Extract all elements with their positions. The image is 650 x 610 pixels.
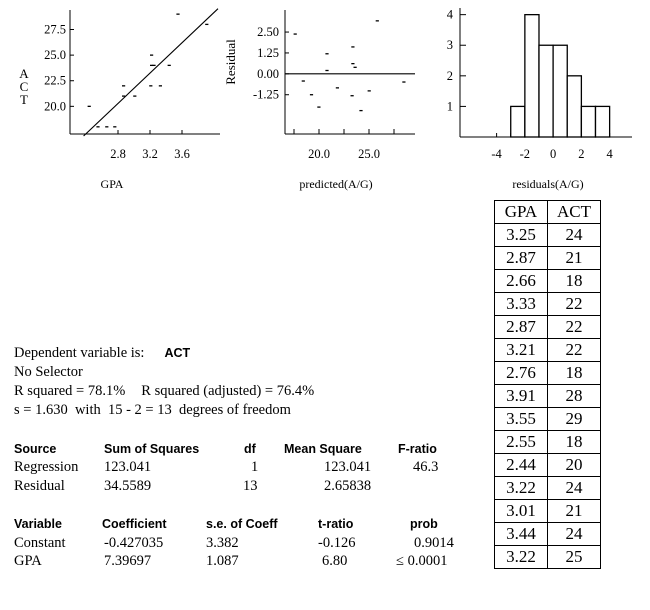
act-cell: 21 [548, 247, 601, 270]
act-cell: 18 [548, 270, 601, 293]
y-tick-label: 1 [446, 99, 453, 114]
x-tick-label: -4 [491, 147, 502, 161]
act-cell: 24 [548, 477, 601, 500]
act-cell: 24 [548, 523, 601, 546]
y-tick-label: 22.5 [44, 73, 66, 88]
histogram-bar [525, 15, 539, 137]
dependent-variable-line [14, 344, 314, 363]
table-header-act: ACT [548, 201, 601, 224]
table-row [495, 431, 601, 454]
r-squared-line [14, 382, 314, 401]
histogram-bar [596, 106, 610, 137]
anova-cell: 13 [243, 478, 258, 494]
coef-cell: -0.126 [318, 535, 356, 551]
std-error-line: s = 1.630 with 15 - 2 = 13 degrees of freedom [14, 402, 291, 418]
gpa-act-data-table [494, 200, 601, 569]
coef-cell: 3.382 [206, 535, 239, 551]
act-cell: 24 [548, 224, 601, 247]
coef-cell: 1.087 [206, 553, 239, 569]
y-tick-label: 25.0 [44, 48, 66, 63]
table-row [495, 385, 601, 408]
table-row [495, 247, 601, 270]
coef-header-se: s.e. of Coeff [206, 517, 278, 531]
anova-cell: 34.5589 [104, 478, 152, 494]
coef-header-t: t-ratio [318, 517, 354, 531]
table-row [495, 224, 601, 247]
anova-header-source: Source [14, 442, 57, 456]
gpa-cell: 2.76 [495, 362, 548, 385]
dependent-value: ACT [164, 346, 191, 360]
anova-header-f: F-ratio [398, 442, 437, 456]
coef-cell: ≤ 0.0001 [396, 553, 448, 569]
act-cell: 22 [548, 316, 601, 339]
anova-header-ms: Mean Square [284, 442, 362, 456]
gpa-cell: 3.21 [495, 339, 548, 362]
gpa-cell: 2.87 [495, 247, 548, 270]
x-tick-label: -2 [519, 147, 531, 161]
y-tick-label: 2 [446, 68, 453, 83]
histogram-bar [553, 45, 567, 137]
anova-cell: Regression [14, 459, 79, 475]
coef-header-variable: Variable [14, 517, 62, 531]
table-row [495, 270, 601, 293]
gpa-cell: 2.66 [495, 270, 548, 293]
histogram-bar [567, 76, 581, 137]
x-tick-label: 3.2 [142, 147, 158, 161]
act-cell: 28 [548, 385, 601, 408]
x-tick-label: 2.8 [110, 147, 126, 161]
gpa-cell: 3.22 [495, 546, 548, 569]
anova-cell: Residual [14, 478, 65, 494]
act-cell: 20 [548, 454, 601, 477]
gpa-cell: 2.44 [495, 454, 548, 477]
gpa-cell: 2.55 [495, 431, 548, 454]
gpa-cell: 3.22 [495, 477, 548, 500]
coef-cell: -0.427035 [104, 535, 164, 551]
act-cell: 29 [548, 408, 601, 431]
y-tick-label: 27.5 [44, 22, 66, 37]
table-row [495, 408, 601, 431]
act-cell: 21 [548, 500, 601, 523]
regression-line [84, 9, 218, 136]
table-row [495, 454, 601, 477]
x-tick-label: 2 [578, 147, 585, 161]
gpa-cell: 3.33 [495, 293, 548, 316]
gpa-cell: 2.87 [495, 316, 548, 339]
y-tick-label: 3 [446, 38, 453, 53]
table-row [495, 500, 601, 523]
act-cell: 25 [548, 546, 601, 569]
y-axis-label-text: A C T [19, 66, 29, 107]
y-tick-label: 1.25 [257, 45, 279, 60]
act-cell: 18 [548, 431, 601, 454]
anova-header-df: df [244, 442, 256, 456]
anova-cell: 123.041 [104, 459, 152, 475]
y-axis-label [19, 66, 29, 107]
x-tick-label: 25.0 [358, 147, 380, 161]
regression-summary [14, 344, 314, 420]
coef-header-prob: prob [410, 517, 438, 531]
table-row [495, 339, 601, 362]
coef-cell: 0.9014 [414, 535, 454, 551]
dependent-label: Dependent variable is: [14, 345, 145, 361]
residual-scatter-chart [215, 0, 430, 200]
histogram-bar [511, 106, 525, 137]
x-tick-label: 3.6 [174, 147, 190, 161]
coef-cell: GPA [14, 553, 42, 569]
gpa-cell: 3.55 [495, 408, 548, 431]
gpa-cell: 3.25 [495, 224, 548, 247]
anova-cell: 46.3 [413, 459, 439, 475]
coef-cell: Constant [14, 535, 66, 551]
table-row [495, 523, 601, 546]
y-tick-label: 2.50 [257, 25, 279, 40]
coef-header-coefficient: Coefficient [102, 517, 167, 531]
x-tick-label: 0 [549, 147, 557, 161]
residual-histogram-chart [420, 0, 650, 200]
table-row [495, 362, 601, 385]
x-tick-label: 20.0 [308, 147, 330, 161]
table-row [495, 293, 601, 316]
table-row [495, 546, 601, 569]
anova-cell: 123.041 [324, 459, 372, 475]
coef-cell: 6.80 [322, 553, 348, 569]
table-row [495, 477, 601, 500]
histogram-bar [539, 45, 553, 137]
x-tick-label: 4 [606, 147, 613, 161]
gpa-cell: 3.01 [495, 500, 548, 523]
anova-cell: 2.65838 [324, 478, 372, 494]
act-cell: 18 [548, 362, 601, 385]
y-tick-label: 4 [446, 7, 453, 22]
x-axis-label: predicted(A/G) [299, 177, 373, 191]
coef-cell: 7.39697 [104, 553, 152, 569]
y-tick-label: -1.25 [252, 87, 279, 102]
table-header-row [495, 201, 601, 224]
gpa-act-scatter-chart [0, 0, 230, 200]
gpa-cell: 3.91 [495, 385, 548, 408]
y-tick-label: 20.0 [44, 99, 66, 114]
table-header-gpa: GPA [495, 201, 548, 224]
histogram-bar [581, 106, 595, 137]
act-cell: 22 [548, 339, 601, 362]
x-axis-label: GPA [100, 177, 124, 191]
selector-line: No Selector [14, 364, 83, 380]
table-row [495, 316, 601, 339]
anova-header-ss: Sum of Squares [104, 442, 200, 456]
anova-cell: 1 [251, 459, 259, 475]
r-squared-adjusted: R squared (adjusted) = 76.4% [141, 383, 315, 399]
y-axis-label: Residual [223, 39, 238, 85]
x-axis-label: residuals(A/G) [512, 177, 584, 191]
y-tick-label: 0.00 [257, 66, 279, 81]
act-cell: 22 [548, 293, 601, 316]
gpa-cell: 3.44 [495, 523, 548, 546]
r-squared: R squared = 78.1% [14, 383, 126, 399]
